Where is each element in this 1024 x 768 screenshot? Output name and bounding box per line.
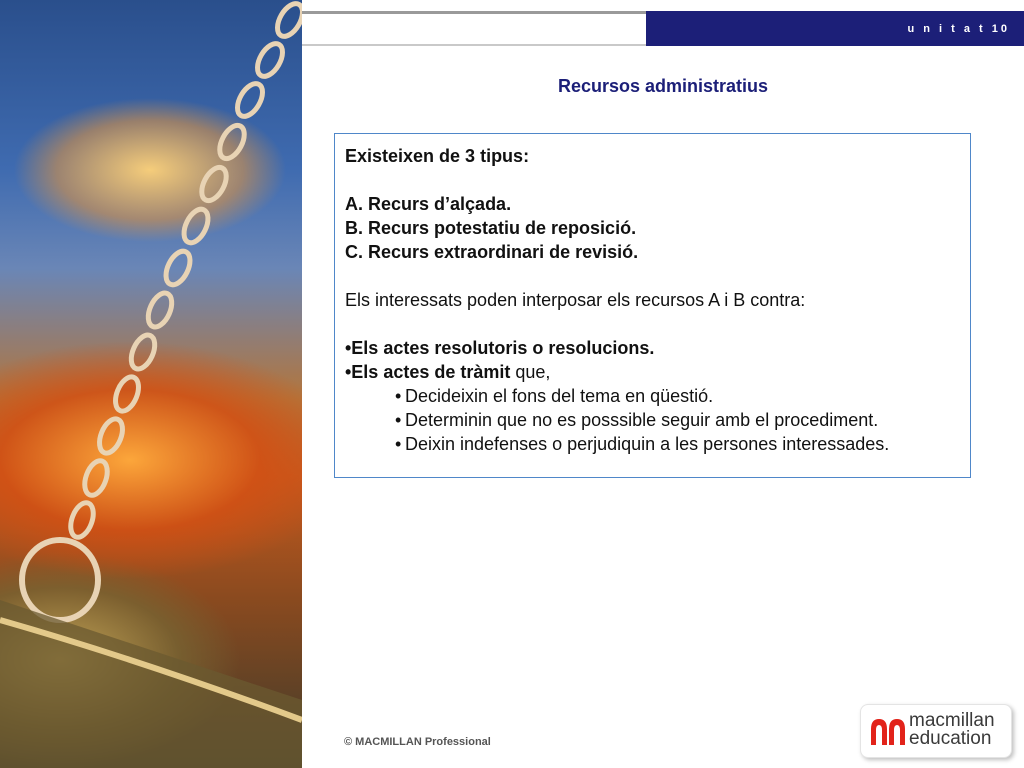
unit-label: u n i t a t 10 [907,23,1010,35]
logo-line-1: macmillan [909,710,995,731]
type-b: B. Recurs potestatiu de reposició. [345,218,637,238]
header-rule-lower [302,44,648,46]
slide-title: Recursos administratius [557,76,769,96]
sub-item-text: Determinin que no es posssible seguir amb el procediment. [405,410,879,430]
sub-item-text: Decideixin el fons del tema en qüestió. [405,386,714,406]
sub-bullet: • [395,410,402,430]
point-tramit-rest: que, [510,362,551,382]
intro-text: Existeixen de 3 tipus: [345,146,530,166]
sub-item-2 [345,408,960,432]
macmillan-mark-icon [869,715,907,749]
sub-item-1 [345,384,960,408]
sub-bullet: • [395,386,402,406]
content-box [334,133,971,478]
scale-chain-photo [0,0,302,768]
type-c: C. Recurs extraordinari de revisió. [345,242,639,262]
sentence-text: Els interessats poden interposar els recursos A i B contra: [345,290,806,310]
logo-line-2: education [909,728,992,749]
point-tramit-bold: •Els actes de tràmit [345,362,511,382]
type-a: A. Recurs d’alçada. [345,194,512,214]
sub-bullet: • [395,434,402,454]
unit-band [646,11,1024,46]
sub-item-3 [345,432,960,456]
point-resolutoris: •Els actes resolutoris o resolucions. [345,338,655,358]
header-rule [302,11,648,14]
copyright-text: © MACMILLAN Professional [344,736,491,748]
point-tramit [345,360,960,384]
sub-item-text: Deixin indefenses o perjudiquin a les persones interessades. [405,434,890,454]
macmillan-logo [860,704,1012,758]
